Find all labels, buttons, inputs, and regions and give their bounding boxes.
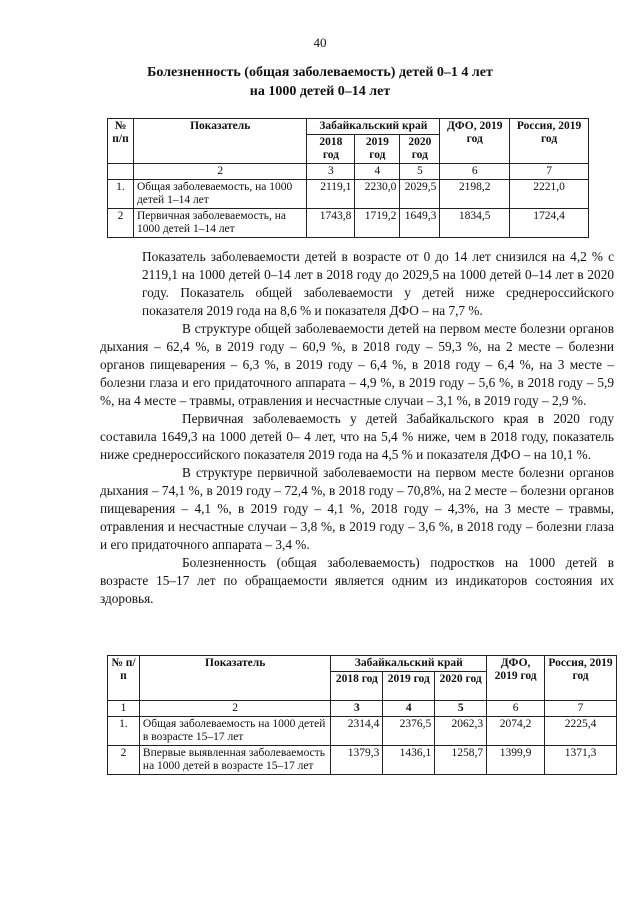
header-year: 2020 год bbox=[400, 135, 440, 164]
paragraph: Первичная заболеваемость у детей Забайкальского края в 2020 году составила 1649,3 на 1000 детей 0– 4 лет, что на 5,4 % ниже, чем в 2018 году, показатель ниже среднероссийского показателя 2019 года на 4,5 % и показателя ДФО – на 10,1 %. bbox=[100, 411, 614, 462]
page-title bbox=[0, 63, 640, 101]
value-2018: 2314,4 bbox=[331, 717, 383, 746]
title-line-1: Болезненность (общая заболеваемость) детей 0–1 4 лет bbox=[147, 65, 493, 80]
value-2019: 1719,2 bbox=[355, 209, 400, 238]
header-region: Забайкальский край bbox=[331, 656, 487, 672]
morbidity-children-table bbox=[107, 118, 589, 238]
header-dfo: ДФО, 2019 год bbox=[487, 656, 545, 701]
column-number: 3 bbox=[307, 164, 355, 180]
header-year: 2019 год bbox=[383, 672, 435, 701]
header-indicator: Показатель bbox=[133, 119, 307, 164]
value-2018: 1743,8 bbox=[307, 209, 355, 238]
value-2019: 2230,0 bbox=[355, 180, 400, 209]
row-num: 1. bbox=[108, 180, 134, 209]
header-russia: Россия, 2019 год bbox=[510, 119, 589, 164]
column-number: 3 bbox=[331, 701, 383, 717]
table-row bbox=[108, 209, 589, 238]
value-2020: 2062,3 bbox=[435, 717, 487, 746]
header-region: Забайкальский край bbox=[307, 119, 440, 135]
value-2018: 2119,1 bbox=[307, 180, 355, 209]
paragraph: В структуре общей заболеваемости детей на первом месте болезни органов дыхания – 62,4 %, в 2019 году – 60,9 %, в 2018 году – 59,3 %, на 2 месте – болезни органов пищеварения – 6,3 %, в 2019 году – 6,4 %, в 2018 году – 6,4 %, на 3 месте – болезни глаза и его придаточного аппарата – 4,9 %, в 2019 году – 5,6 %, в 2018 году – 5,9 %, на 4 месте – травмы, отравления и несчастные случаи – 3,1 %, в 2019 году – 2,9 %. bbox=[100, 321, 614, 408]
column-number: 5 bbox=[400, 164, 440, 180]
body-text bbox=[100, 248, 614, 608]
value-2018: 1379,3 bbox=[331, 746, 383, 775]
value-russia: 1371,3 bbox=[545, 746, 617, 775]
table-row bbox=[108, 180, 589, 209]
column-number: 4 bbox=[383, 701, 435, 717]
column-number: 5 bbox=[435, 701, 487, 717]
page-number: 40 bbox=[313, 35, 327, 50]
value-2020: 2029,5 bbox=[400, 180, 440, 209]
row-indicator: Общая заболеваемость на 1000 детей в возрасте 15–17 лет bbox=[139, 717, 330, 746]
value-dfo: 1399,9 bbox=[487, 746, 545, 775]
table-row bbox=[108, 746, 617, 775]
value-2020: 1649,3 bbox=[400, 209, 440, 238]
row-indicator: Общая заболеваемость, на 1000 детей 1–14 лет bbox=[133, 180, 307, 209]
column-number: 6 bbox=[487, 701, 545, 717]
row-num: 1. bbox=[108, 717, 140, 746]
morbidity-teens-table bbox=[107, 655, 617, 775]
header-russia: Россия, 2019 год bbox=[545, 656, 617, 701]
header-num: № п/п bbox=[108, 656, 140, 701]
row-indicator: Впервые выявленная заболеваемость на 1000 детей в возрасте 15–17 лет bbox=[139, 746, 330, 775]
value-2019: 2376,5 bbox=[383, 717, 435, 746]
column-number: 6 bbox=[440, 164, 510, 180]
column-numbers-row bbox=[108, 701, 617, 717]
row-indicator: Первичная заболеваемость, на 1000 детей 1–14 лет bbox=[133, 209, 307, 238]
paragraph: В структуре первичной заболеваемости на первом месте болезни органов дыхания – 74,1 %, в 2019 году – 72,4 %, в 2018 году – 70,8%, на 2 месте – болезни органов пищеварения – 4,1 %, в 2019 году – 4,1 %, 2018 году – 4,3%, на 3 месте – травмы, отравления и несчастные случаи – 3,8 %, в 2019 году – 3,6 %, в 2018 году – болезни глаза и его придаточного аппарата – 3,4 %. bbox=[100, 465, 614, 552]
value-dfo: 1834,5 bbox=[440, 209, 510, 238]
paragraph: Показатель заболеваемости детей в возрасте от 0 до 14 лет снизился на 4,2 % с 2119,1 на 1000 детей 0–14 лет в 2018 году до 2029,5 на 1000 детей 0–14 лет в 2020 году. Показатель общей заболеваемости у детей ниже среднероссийского показателя 2019 года на 8,6 % и показателя ДФО – на 7,7 %. bbox=[142, 249, 614, 318]
column-number: 1 bbox=[108, 701, 140, 717]
value-russia: 2225,4 bbox=[545, 717, 617, 746]
value-dfo: 2074,2 bbox=[487, 717, 545, 746]
value-dfo: 2198,2 bbox=[440, 180, 510, 209]
row-num: 2 bbox=[108, 209, 134, 238]
header-num: № п/п bbox=[108, 119, 134, 164]
column-numbers-row bbox=[108, 164, 589, 180]
paragraph: Болезненность (общая заболеваемость) подростков на 1000 детей в возрасте 15–17 лет по обращаемости является одним из индикаторов состояния их здоровья. bbox=[100, 555, 614, 606]
value-russia: 2221,0 bbox=[510, 180, 589, 209]
value-2019: 1436,1 bbox=[383, 746, 435, 775]
row-num: 2 bbox=[108, 746, 140, 775]
header-year: 2018 год bbox=[307, 135, 355, 164]
column-number: 2 bbox=[139, 701, 330, 717]
header-year: 2018 год bbox=[331, 672, 383, 701]
table-row bbox=[108, 717, 617, 746]
value-2020: 1258,7 bbox=[435, 746, 487, 775]
header-year: 2019 год bbox=[355, 135, 400, 164]
column-number: 7 bbox=[545, 701, 617, 717]
title-line-2: на 1000 детей 0–14 лет bbox=[249, 84, 391, 99]
header-dfo: ДФО, 2019 год bbox=[440, 119, 510, 164]
value-russia: 1724,4 bbox=[510, 209, 589, 238]
column-number: 7 bbox=[510, 164, 589, 180]
header-indicator: Показатель bbox=[139, 656, 330, 701]
column-number: 2 bbox=[133, 164, 307, 180]
header-year: 2020 год bbox=[435, 672, 487, 701]
column-number: 4 bbox=[355, 164, 400, 180]
